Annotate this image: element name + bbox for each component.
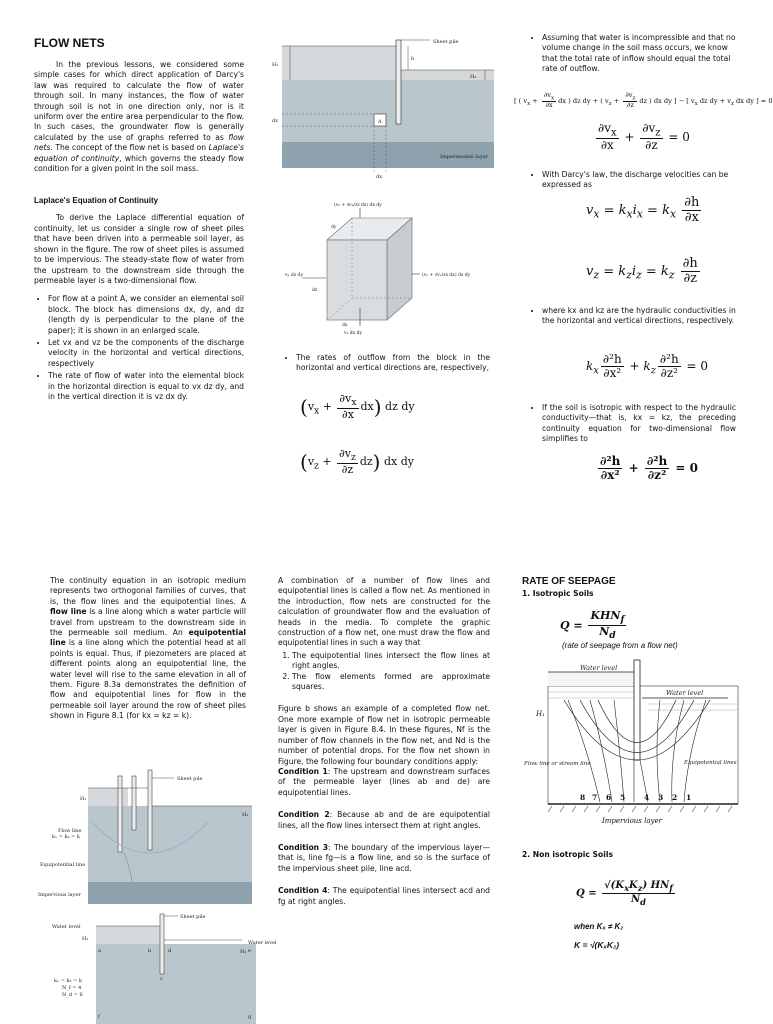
intro-em-flow-nets: flow nets — [34, 132, 244, 153]
continuity-equation: $\frac{\partial v_x}{\partial x}$ + $\frac{\partial v_z}{\partial z}$ = 0 — [598, 121, 690, 153]
drop-number: 3 — [658, 793, 664, 802]
anisotropic-seepage-formula: Q = $\frac{√(K_xK_z) HN_f}{N_d}$ — [576, 880, 673, 908]
flow-net-rules — [278, 651, 490, 693]
water-level-left: Water level — [52, 924, 81, 930]
drop-number: 8 — [580, 793, 586, 802]
point-c: c — [160, 976, 163, 982]
condition-2-label: Condition 2 — [278, 810, 330, 820]
flow-net-definition: A combination of a number of flow lines and equipotential lines is called a flow net. As mentioned in the introduction, flow nets are constructed for the calculation of groundwater flow and the evaluation of heads in the media. To complete the graphic construction of a flow net, one must draw the flow and equipotential lines in such a way that — [278, 576, 490, 648]
equipotential-label: Equipotential line — [40, 862, 86, 868]
outflow-bullet-list — [282, 353, 490, 374]
condition-3 — [278, 843, 490, 874]
para-text-b: is a line along which a water particle will travel from upstream to the downstream side in the permeable soil medium. An — [50, 607, 246, 638]
outflow-text — [282, 353, 490, 376]
condition-1-text: : The upstream and downstream surfaces of the permeable layer (lines ab and de) are equipotential lines. — [278, 766, 490, 797]
seepage-heading: RATE OF SEEPAGE — [522, 576, 616, 587]
h1-label: H₁ — [536, 710, 545, 718]
nf-label: N_f = 4 — [62, 985, 82, 991]
condition-1 — [278, 767, 490, 798]
flow-equipotential-figure — [32, 766, 254, 908]
downstream-water — [400, 70, 494, 80]
permeable-layer — [282, 80, 494, 142]
impervious-label: Impervious layer — [602, 817, 662, 825]
intro-em-laplace: Laplace's equation of continuity — [34, 143, 244, 163]
dz-label: dz — [312, 288, 318, 293]
continuity-equation-full: [ ( $v_x$ + $\frac{\partial v_x}{\partial x}$ dx ) dz dy + ( $v_z$ + $\frac{\partial v_z}{\partial z}$ dz ) dx dy ] − [ $v_x$ dz dy + $v_z$ dx dy ] = 0 — [514, 91, 773, 110]
seepage-section — [522, 576, 742, 599]
k-eq-label: kₓ = k₂ = k — [54, 978, 82, 984]
condition-2 — [278, 810, 490, 831]
para-text-c: is a line along which the potential head at all points is equal. Thus, if piezometers are placed at different points along an equipotential line, the water level will rise to the same elevation in all of them. Figure 8.3a demonstrates the definition of flow and equipotential lines for flow in the permeable soil layer around the row of sheet piles shown in Figure 8.1 (for kx = kz = k). — [50, 638, 246, 721]
page-title: FLOW NETS — [34, 36, 105, 50]
sheet-pile-label: Sheet pile — [180, 914, 206, 920]
nd-label: N_d = 6 — [62, 992, 83, 998]
piezometer-2 — [132, 776, 136, 830]
conductivity-list — [528, 306, 738, 327]
completed-flow-net-figure — [52, 910, 277, 1024]
list-item: 1. The equipotential lines intersect the flow lines at right angles. — [292, 651, 490, 672]
list-item: 2. The flow elements formed are approximate squares. — [292, 672, 490, 693]
flow-net-example: Figure b shows an example of a completed flow net. One more example of flow net in isotropic permeable layer is given in Figure 8.4. In these figures, Nf is the number of flow channels in the flow net, and Nd is the number of potential drops. For the flow net shown in Figure, the following four boundary conditions apply: — [278, 704, 490, 766]
outflow-equation-z: ($v_z$ + $\frac{\partial v_z}{\partial z}$ dz) dx dy — [300, 447, 414, 477]
block-front-face — [327, 240, 387, 320]
condition-4-label: Condition 4 — [278, 886, 328, 896]
point-a-label: A — [378, 119, 382, 125]
sheet-pile — [396, 40, 401, 124]
drop-number: 5 — [620, 793, 626, 802]
sheet-pile-label: Sheet pile — [433, 39, 459, 45]
h2-label: H₂ — [470, 74, 477, 80]
list-item: • With Darcy's law, the discharge velocities can be expressed as — [542, 170, 738, 191]
condition-3-text: : The boundary of the impervious layer—that is, line fg—is a flow line, and so is the surface of the impervious sheet pile, line acd. — [278, 842, 490, 873]
column-1 — [34, 36, 244, 404]
condition-3-label: Condition 3 — [278, 842, 329, 852]
anisotropy-condition: when Kₓ ≠ K₂ — [574, 922, 624, 931]
seepage-flow-net-figure — [518, 660, 740, 830]
intro-text-a: In the previous lessons, we considered some simple cases for which direct application of Darcy's law was required to calculate the flow of water through soil. In many instances, the flow of water through soil is not in one direction only, nor is it uniform over the entire area perpendicular to the flow. In such cases, the groundwater flow is generally calculated by the use of graphs referred to as — [34, 60, 244, 142]
equipotential-label: Equipotential lines — [684, 760, 737, 766]
vz-equation: $v_z = k_zi_z = k_z$ $\frac{\partial h}{\partial z}$ — [586, 256, 698, 287]
non-isotropic-subheading: 2. Non isotropic Soils — [522, 850, 613, 859]
water-level-right: Water level — [666, 689, 704, 697]
point-f: f — [98, 1014, 100, 1020]
outflow-equation-x: ($v_x$ + $\frac{\partial v_x}{\partial x}$ dx) dz dy — [300, 392, 415, 422]
isotropic-text — [528, 403, 736, 447]
permeable-layer — [96, 944, 256, 1024]
h2-label: H₂ — [242, 812, 249, 818]
flow-line-label: Flow line or stream line — [524, 761, 591, 767]
dy-label: dy — [331, 225, 337, 230]
list-item: • Let vx and vz be the components of the discharge velocity in the horizontal and vertical directions, respectively — [48, 338, 244, 369]
impervious-label: Impervious layer — [38, 892, 81, 898]
list-item: • For flow at a point A, we consider an elemental soil block. The block has dimensions dx, dy, and dz (length dy is perpendicular to the plane of the paper); it is shown in an enlarged scale. — [48, 294, 244, 336]
upstream-water — [96, 926, 162, 944]
list-item: • The rates of outflow from the block in the horizontal and vertical directions are, respectively, — [296, 353, 490, 374]
laplace-isotropic-equation: $\frac{\text{∂²h}}{\text{∂x²}}$ + $\frac{\text{∂²h}}{\text{∂z²}}$ = 0 — [600, 454, 698, 483]
drop-number: 2 — [672, 793, 678, 802]
intro-text-b: . The concept of the flow net is based on — [50, 143, 209, 153]
left-flow-label: vₓ dz dy — [285, 273, 303, 278]
water-level-right: Water level — [248, 940, 277, 946]
flow-line-eq: kₓ = k₂ = k — [52, 834, 80, 840]
point-e: e — [248, 948, 251, 954]
drop-number: 7 — [592, 793, 598, 802]
list-item: • If the soil is isotropic with respect to the hydraulic conductivity—that is, kx = kz, the preceding continuity equation for two-dimensional flow simplifies to — [542, 403, 736, 445]
list-item: • The rate of flow of water into the elemental block in the horizontal direction is equal to vx dz dy, and in the vertical direction it is vz dx dy. — [48, 371, 244, 402]
drop-number: 6 — [606, 793, 612, 802]
h1-label: H₁ — [80, 796, 87, 802]
equivalent-k-formula: K = √(KₓK₂) — [574, 940, 620, 950]
intro-text-c: , which governs the steady flow condition for a given point in the soil mass. — [34, 153, 244, 174]
sheet-pile-figure — [270, 36, 495, 181]
impervious-layer — [88, 882, 252, 904]
flow-line-label: Flow line — [58, 828, 82, 834]
vx-equation: $v_x = k_xi_x = k_x$ $\frac{\partial h}{\partial x}$ — [586, 195, 700, 226]
isotropic-subheading: 1. Isotropic Soils — [522, 589, 594, 598]
h1-label: H₁ — [272, 62, 279, 68]
laplace-paragraph: To derive the Laplace differential equation of continuity, let us consider a single row of sheet piles that have been driven into a permeable soil layer, as shown in the figure. The row of sheet piles is assumed to be impervious. The steady-state flow of water from the upstream to the downstream side through the permeable layer is a two-dimensional flow. — [34, 213, 244, 285]
h-label: h — [411, 56, 415, 62]
flow-net-text-column — [278, 576, 490, 907]
laplace-anisotropic-equation: $k_x$ $\frac{\text{∂²h}}{\text{∂x²}}$ + $k_z$ $\frac{\text{∂²h}}{\text{∂z²}}$ = 0 — [586, 352, 708, 381]
permeable-layer — [88, 806, 252, 882]
sheet-pile-label: Sheet pile — [177, 776, 203, 782]
list-item: • where kx and kz are the hydraulic conductivities in the horizontal and vertical directions, respectively. — [542, 306, 738, 327]
point-b: b — [148, 948, 152, 954]
flow-lines-paragraph — [50, 576, 246, 722]
h1-label: H₁ — [82, 936, 89, 942]
point-a: a — [98, 948, 101, 954]
column-3 — [528, 33, 738, 77]
upstream-water — [282, 46, 400, 80]
right-flow-label: (vₓ + ∂vₓ/∂x dx) dz dy — [422, 273, 471, 278]
drop-number: 1 — [686, 793, 692, 802]
top-flow-label: (v₂ + ∂v₂/∂z dz) dx dy — [334, 203, 382, 208]
h2-label: H₂ — [240, 949, 247, 955]
condition-4 — [278, 886, 490, 907]
point-g: g — [248, 1014, 252, 1020]
piezometer-1 — [118, 776, 122, 852]
flow-line-term: flow line — [50, 607, 87, 617]
element-block-figure — [282, 198, 497, 338]
list-item: • Assuming that water is incompressible and that no volume change in the soil mass occurs, we know that the total rate of inflow should equal the total rate of outflow. — [542, 33, 738, 75]
dx-label: dx — [376, 174, 383, 180]
isotropic-seepage-formula: Q = $\frac{KHN_f}{N_d}$ — [560, 609, 625, 642]
bullet-list — [34, 294, 244, 402]
dx-label: dx — [342, 323, 348, 328]
intro-paragraph — [34, 60, 244, 174]
darcy-text — [528, 170, 738, 193]
sheet-pile — [160, 914, 164, 974]
conductivity-text — [528, 306, 738, 329]
dz-label: dz — [272, 118, 278, 124]
sheet-pile — [148, 770, 152, 850]
water-level-left: Water level — [580, 664, 618, 672]
condition-1-label: Condition 1 — [278, 766, 328, 776]
impermeable-label: Impermeable layer — [440, 154, 489, 160]
darcy-list — [528, 170, 738, 191]
equipotential-term: equipotential line — [50, 628, 246, 648]
sheet-pile — [634, 660, 640, 760]
drop-number: 4 — [644, 793, 650, 802]
para-text-a: The continuity equation in an isotropic medium represents two orthogonal families of curves, that is, the flow lines and the equipotential lines. A — [50, 576, 246, 606]
bottom-flow-label: v₂ dx dy — [344, 331, 363, 336]
point-d: d — [168, 948, 172, 954]
condition-4-text: : The equipotential lines intersect acd and fg at right angles. — [278, 886, 490, 906]
assumption-list — [528, 33, 738, 75]
seepage-caption: (rate of seepage from a flow net) — [562, 641, 678, 650]
condition-2-text: : Because ab and de are equipotential lines, all the flow lines intersect them at right angles. — [278, 810, 490, 830]
laplace-heading: Laplace's Equation of Continuity — [34, 196, 159, 206]
isotropic-list — [528, 403, 736, 445]
